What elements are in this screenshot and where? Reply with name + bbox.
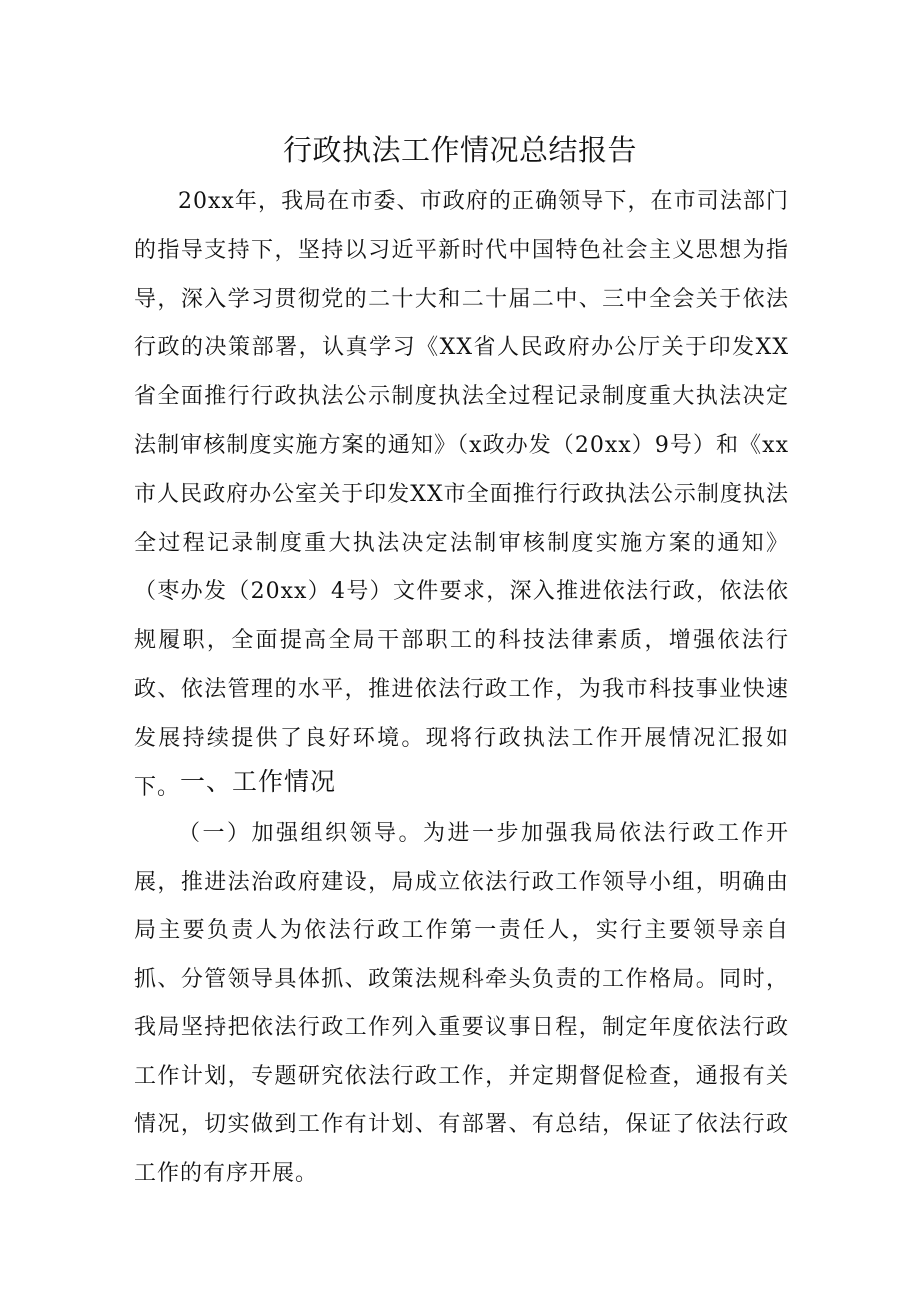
document-title: 行政执法工作情况总结报告 [282,133,637,167]
intro-paragraph: 20xx年，我局在市委、市政府的正确领导下，在市司法部门的指导支持下，坚持以习近平新时代中国特色社会主义思想为指导，深入学习贯彻党的二十大和二十届二中、三中全会关于依法行政的决策部署，认真学习《XX省人民政府办公厅关于印发XX省全面推行行政执法公示制度执法全过程记录制度重大执法决定法制审核制度实施方案的通知》（x政办发（20xx）9号）和《xx市人民政府办公室关于印发XX市全面推行行政执法公示制度执法全过程记录制度重大执法决定法制审核制度实施方案的通知》（枣办发（20xx）4号）文件要求，深入推进依法行政，依法依规履职，全面提高全局干部职工的科技法律素质，增强依法行政、依法管理的水平，推进依法行政工作，为我市科技事业快速发展持续提供了良好环境。现将行政执法工作开展情况汇报如下。 [134,189,789,800]
section-heading: 一、工作情况 [180,767,337,796]
section-paragraph: （一）加强组织领导。为进一步加强我局依法行政工作开展，推进法治政府建设，局成立依法行政工作领导小组，明确由局主要负责人为依法行政工作第一责任人，实行主要领导亲自抓、分管领导具体抓、政策法规科牵头负责的工作格局。同时，我局坚持把依法行政工作列入重要议事日程，制定年度依法行政工作计划，专题研究依法行政工作，并定期督促检查，通报有关情况，切实做到工作有计划、有部署、有总结，保证了依法行政工作的有序开展。 [134,821,789,1186]
